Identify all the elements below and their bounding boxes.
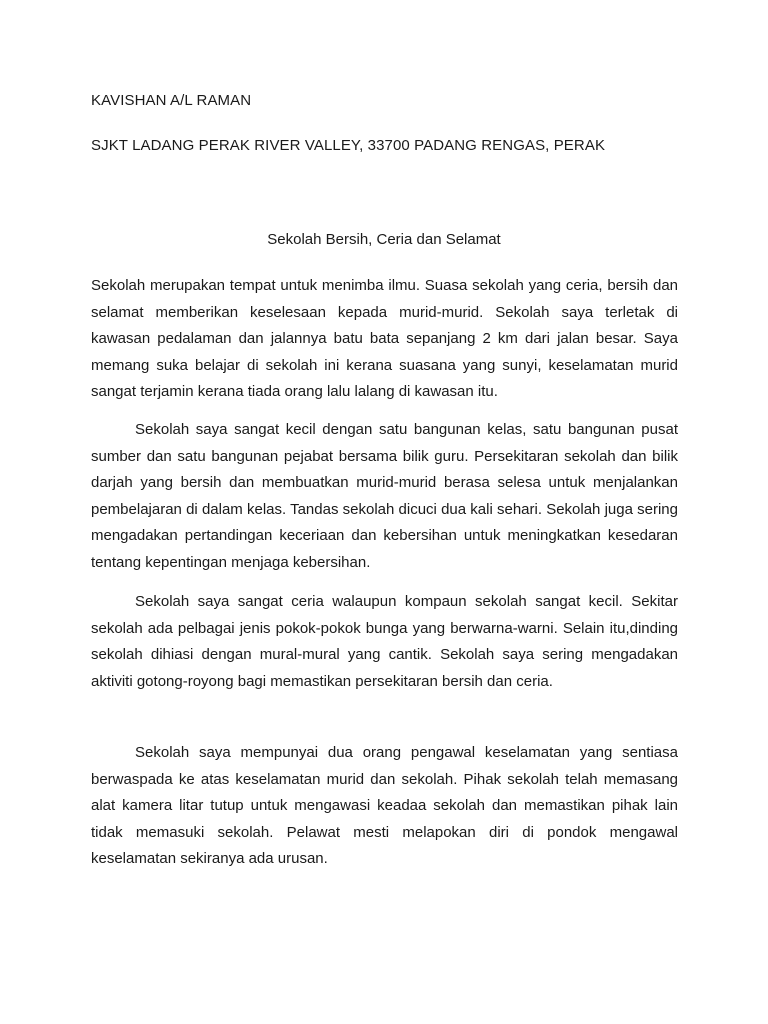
paragraph-cleanliness: Sekolah saya sangat kecil dengan satu bangunan kelas, satu bangunan pusat sumber dan satu bangunan pejabat bersama bilik guru. Persekitaran sekolah dan bilik darjah yang bersih dan membuatkan murid-murid berasa selesa untuk menjalankan pembelajaran di dalam kelas. Tandas sekolah dicuci dua kali sehari. Sekolah juga sering mengadakan pertandingan keceriaan dan kebersihan untuk meningkatkan kesedaran tentang kepentingan menjaga kebersihan.: [91, 421, 678, 571]
author-name: KAVISHAN A/L RAMAN: [91, 92, 252, 109]
school-address: SJKT LADANG PERAK RIVER VALLEY, 33700 PADANG RENGAS, PERAK: [91, 137, 606, 154]
essay-title: Sekolah Bersih, Ceria dan Selamat: [267, 231, 501, 248]
paragraph-safety: Sekolah saya mempunyai dua orang pengawal keselamatan yang sentiasa berwaspada ke atas keselamatan murid dan sekolah. Pihak sekolah telah memasang alat kamera litar tutup untuk mengawasi keadaa sekolah dan memastikan pihak lain tidak memasuki sekolah. Pelawat mesti melapokan diri di pondok mengawal keselamatan sekiranya ada urusan.: [91, 744, 678, 867]
paragraph-cheerful: Sekolah saya sangat ceria walaupun kompaun sekolah sangat kecil. Sekitar sekolah ada pelbagai jenis pokok-pokok bunga yang berwarna-warni. Selain itu,dinding sekolah dihiasi dengan mural-mural yang cantik. Sekolah saya sering mengadakan aktiviti gotong-royong bagi memastikan persekitaran bersih dan ceria.: [91, 593, 678, 690]
paragraph-intro: Sekolah merupakan tempat untuk menimba ilmu. Suasa sekolah yang ceria, bersih dan selamat memberikan keselesaan kepada murid-murid. Sekolah saya terletak di kawasan pedalaman dan jalannya batu bata sepanjang 2 km dari jalan besar. Saya memang suka belajar di sekolah ini kerana suasana yang sunyi, keselamatan murid sangat terjamin kerana tiada orang lalu lalang di kawasan itu.: [91, 277, 678, 400]
